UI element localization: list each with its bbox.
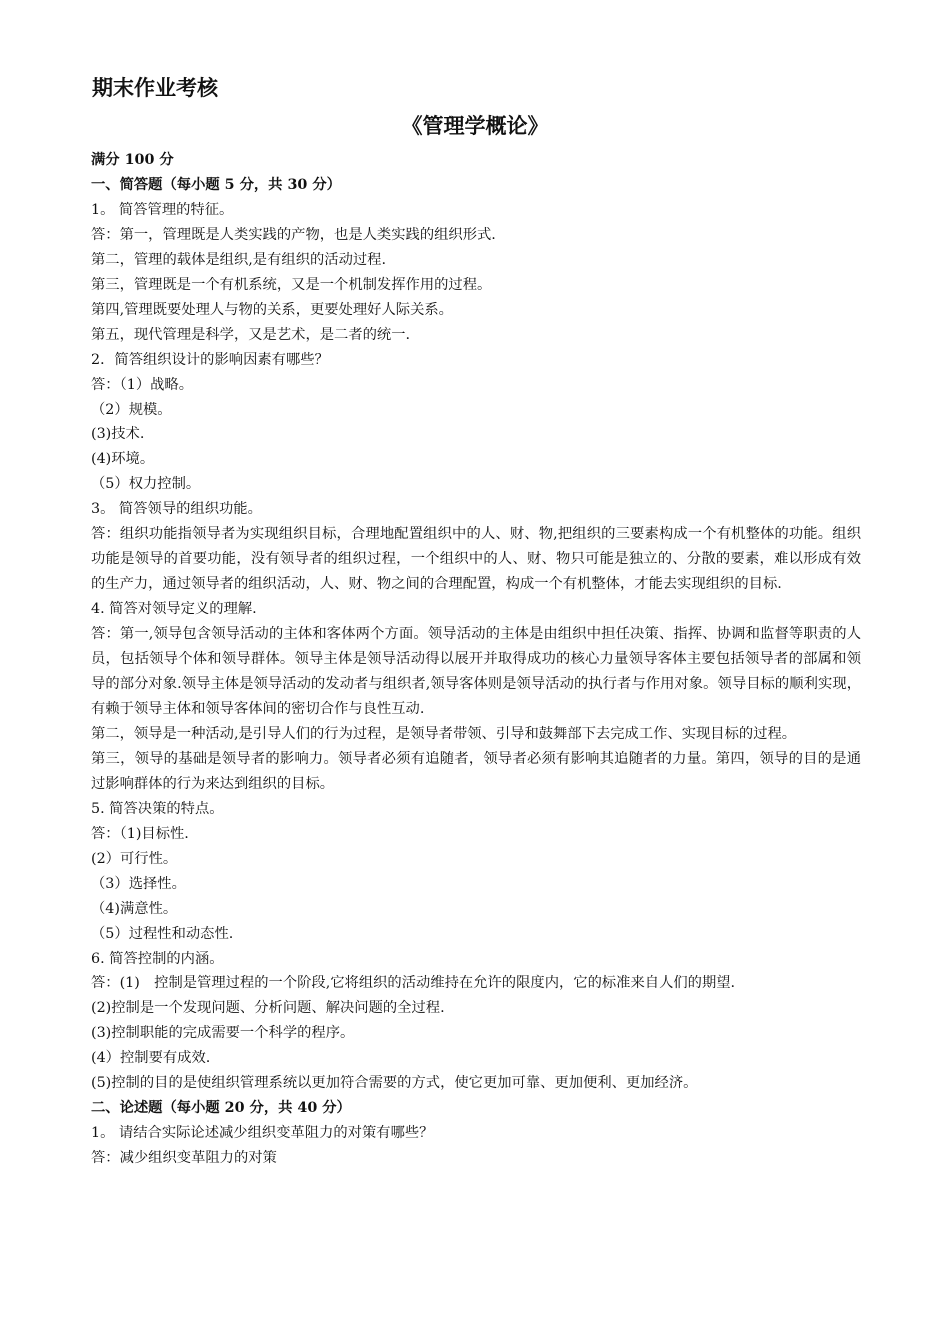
- question-6: 6. 简答控制的内涵。: [91, 950, 224, 967]
- question-5: 5. 简答决策的特点。: [91, 800, 224, 817]
- answer-paragraph: 答：第一,领导包含领导活动的主体和客体两个方面。领导活动的主体是由组织中担任决策、指挥、协调和监督等职责的人员，包括领导个体和领导群体。领导主体是领导活动得以展开并取得成功的核心力量领导客体主要包括领导者的部属和领导的部分对象.领导主体是领导活动的发动者与组织者,领导客体则是领导活动的执行者与作用对象。领导目标的顺利实现，有赖于领导主体和领导客体间的密切合作与良性互动.: [91, 626, 861, 717]
- answer-line: 答：（1)目标性.: [91, 825, 189, 842]
- answer-line: 第五，现代管理是科学，又是艺术，是二者的统一.: [91, 326, 411, 343]
- course-title: 《管理学概论》: [401, 114, 549, 138]
- essay-question-1: 1。 请结合实际论述减少组织变革阻力的对策有哪些？: [91, 1125, 434, 1142]
- exam-title: 期末作业考核: [92, 76, 218, 100]
- answer-line: （3）选择性。: [91, 875, 186, 892]
- answer-line: （5）过程性和动态性.: [91, 925, 234, 942]
- document-body: [91, 148, 861, 1171]
- answer-line: (3)技术.: [91, 426, 145, 443]
- section-heading: 二、论述题（每小题 20 分，共 40 分）: [91, 1100, 351, 1117]
- section-heading: 一、简答题（每小题 5 分，共 30 分）: [91, 176, 341, 193]
- answer-line: 答：（1）战略。: [91, 376, 194, 393]
- answer-line: (2)控制是一个发现问题、分析问题、解决问题的全过程.: [91, 1000, 445, 1017]
- answer-line: (3)控制职能的完成需要一个科学的程序。: [91, 1025, 355, 1042]
- question-4: 4. 简答对领导定义的理解.: [91, 601, 257, 618]
- question-2: 2．简答组织设计的影响因素有哪些？: [91, 351, 329, 368]
- question-1: 1。 简答管理的特征。: [91, 201, 234, 218]
- answer-line: （5）权力控制。: [91, 476, 201, 493]
- answer-line: (5)控制的目的是使组织管理系统以更加符合需要的方式，使它更加可靠、更加便利、更加经济。: [91, 1075, 698, 1092]
- answer-paragraph: 第二，领导是一种活动,是引导人们的行为过程，是领导者带领、引导和鼓舞部下去完成工作、实现目标的过程。: [91, 725, 797, 742]
- answer-line: 答：(1) 控制是管理过程的一个阶段,它将组织的活动维持在允许的限度内，它的标准来自人们的期望.: [91, 975, 736, 992]
- answer-line: (4)环境。: [91, 451, 155, 468]
- answer-line: （4)满意性。: [91, 900, 178, 917]
- answer-line: 第三，管理既是一个有机系统，又是一个机制发挥作用的过程。: [91, 276, 492, 293]
- answer-line: （2）规模。: [91, 401, 172, 418]
- answer-paragraph: 答：组织功能指领导者为实现组织目标，合理地配置组织中的人、财、物,把组织的三要素构成一个有机整体的功能。组织功能是领导的首要功能，没有领导者的组织过程，一个组织中的人、财、物只可能是独立的、分散的要素，难以形成有效的生产力，通过领导者的组织活动，人、财、物之间的合理配置，构成一个有机整体，才能去实现组织的目标.: [91, 526, 861, 593]
- answer-line: 第二，管理的载体是组织,是有组织的活动过程.: [91, 251, 387, 268]
- answer-line: (4）控制要有成效.: [91, 1050, 211, 1067]
- full-score: 满分 100 分: [91, 152, 174, 168]
- answer-line: 第四,管理既要处理人与物的关系，更要处理好人际关系。: [91, 301, 453, 318]
- answer-paragraph: 第三，领导的基础是领导者的影响力。领导者必须有追随者，领导者必须有影响其追随者的力量。第四，领导的目的是通过影响群体的行为来达到组织的目标。: [91, 750, 861, 792]
- question-3: 3。 简答领导的组织功能。: [91, 501, 262, 518]
- answer-line: 答：第一，管理既是人类实践的产物，也是人类实践的组织形式.: [91, 226, 496, 243]
- answer-line: 答：减少组织变革阻力的对策: [91, 1150, 277, 1167]
- answer-line: (2）可行性。: [91, 850, 178, 867]
